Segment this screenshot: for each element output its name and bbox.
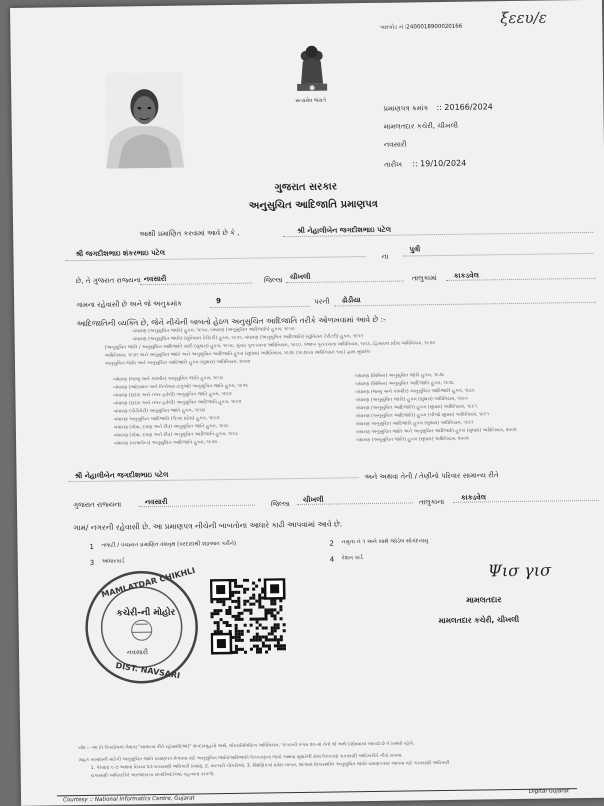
na-text: ના (381, 252, 389, 261)
village-text: ગામના રહેવાસી છે અને જે અનુક્રમાંક (76, 299, 183, 310)
seal-middle-text: કચેરી-ની મોહોર (116, 607, 176, 619)
district-value: નવસારી (143, 274, 167, 284)
order-line: બંધારણ અનુસુચિત જાતિ અને અનુસુચિત આદિજાતિ હુકમ (સુધારા) અધિનિયમ, ૨૦૦૨ (355, 427, 517, 436)
basis-item-text: તલાટી / પંચાયત પ્રમાણિત વંશવૃક્ષ (પરદાદાથી શરૂઆત કરીને) (101, 540, 237, 549)
order-line: (અનુસુચિત જાતિ / અનુસુચિત આદિજાતિ યાદી (સુધારા) હુકમ, ૧૯૫૬, મુંબઇ પુનઃરચના અધિનિયમ, ૧૯૬૦, પંજાબ પુનઃરચના અધિનિયમ, ૧૯૬૬, હિમાચલ પ્રદેશ અધિનિયમ, ૧૯૭૦ (104, 341, 436, 351)
state-text-2: ગુજરાત રાજ્યના (72, 500, 122, 510)
applicant-name: શ્રી નેહાલીબેન જગદીશભાઇ પટેલ (297, 225, 392, 236)
handwritten-reference: ξεευ/ε (500, 8, 547, 28)
jilla-label: જિલ્લા (263, 276, 283, 285)
family-text: અને અથવા તેની / તેણીનો પરિવાર સામાન્ય રીતે (364, 471, 499, 482)
tribe-text: આદિજાતિની વ્યક્તિ છે, જેને નીચેની બાબતો હેઠળ અનુસુચિત આદિજાતિ તરીકે ઓળખવામાં આવે છે :- (76, 314, 386, 329)
parni-text: પરની (314, 297, 330, 306)
emblem-motto: સત્યમેવ જયતે (295, 97, 326, 105)
order-line: બંધારણ (અનુસુચિત જાતિ) (યુનિયન ટેરીટરી) હુકમ, ૧૯૫૧, બંધારણ (અનુસુચિત આદિજાતિ) (યુનિયન ટેરીટરી) હુકમ, ૧૯૫૧ (132, 334, 363, 343)
order-line: બંધારણ (આંદામાન અને નિકોબાર ટાપુઓ) અનુસુચિત જાતિ હુકમ, ૧૯૫૯ (113, 383, 249, 391)
issuing-office: મામલતદાર કચેરી, ચીખલી (383, 121, 459, 131)
village-line: ગામ/ નગરની રહેવાસી છે. આ પ્રમાણપત્ર નીચેની બાબતોના આધારે કાઢી આપવામાં આવે છે. (73, 519, 343, 533)
basis-item-num: 4 (329, 555, 335, 564)
applicant-photo (105, 72, 184, 169)
order-line: બંધારણ (અનુસુચિત જાતિ) હુકમ (સુધારા) અધિનિયમ, ૧૯૯૦ (355, 396, 468, 404)
village-value: કાકડવેલ (453, 271, 479, 280)
order-line: બંધારણ (ગોવા, દમણ અને દીવ) અનુસુચિત જાતિ હુકમ, ૧૯૬૮ (113, 423, 229, 431)
basis-item-num: 2 (329, 539, 335, 548)
issue-date: :: 19/10/2024 (412, 158, 467, 169)
order-line: બંધારણ (અનુસુચિત જાતિ) હુકમ (સુધારા) અધિનિયમ, ૨૦૦૨ (356, 436, 469, 444)
order-line: બંધારણ (ગોવા, દમણ અને દીવ) અનુસુચિત આદિજાતિ હુકમ, ૧૯૬૮ (113, 431, 239, 439)
order-line: બંધારણ (અનુસુચિત આદિજાતિ) હુકમ (સુધારા) અધિનિયમ, ૧૯૯૧ (355, 404, 477, 412)
father-name: શ્રી જગદીશભાઇ શંકરભાઇ પટેલ (75, 248, 166, 259)
serial-number: 9 (216, 297, 222, 306)
tribe-name: ઢોડીયા (342, 296, 361, 305)
seal-top-text: MAMLATDAR CHIKHLI (100, 565, 197, 600)
seal-bottom-text: DIST. NAVSARI (114, 660, 181, 681)
certificate-page (10, 0, 604, 806)
order-line: બંધારણ (સિક્કિમ) અનુસુચિત જાતિ હુકમ, ૧૯૭૮ (355, 372, 445, 380)
signature: Ψισ γισ (487, 560, 552, 581)
state-text: છે, તે ગુજરાત રાજ્યના (75, 276, 141, 286)
certificate-title: અનુસુચિત આદિજાતિ પ્રમાણપત્ર (248, 198, 378, 212)
order-line: બંધારણ (અનુસુચિત આદિજાતિ) હુકમ (બીજો સુધારા) અધિનિયમ, ૧૯૯૧ (355, 412, 489, 420)
date-label: તારીખ (384, 160, 403, 169)
order-line: બંધારણ (દાદરા અને નગર હવેલી) અનુસુચિત આદિજાતિ હુકમ, ૧૯૬૨ (113, 399, 242, 407)
certify-text: આથી પ્રમાણિત કરવામાં આવે છે કે , (139, 228, 240, 239)
order-line: બંધારણ (જમ્મુ અને કાશ્મીર) અનુસુચિત જાતિ હુકમ, ૧૯૫૬ (113, 376, 224, 383)
village-value-2: કાકડવેલ (460, 493, 487, 502)
basis-item-text: નમુના નં ૧ અને સાથે જોડેલ સોગંદનામુ (341, 538, 429, 546)
order-line: અધિનિયમ, ૧૯૭૧ અને અનુસુચિત જાતિ અને અનુસુચિત આદિજાતિ હુકમ (સુધારા) અધિનિયમ, ૧૯૭૬ (૧૯૭૬ના અધિનિયમ ૧૦૮) દ્વારા સુધારેલ (104, 350, 371, 359)
relation: પુત્રી (409, 245, 421, 254)
order-line: બંધારણ (નાગાલેન્ડ) અનુસુચિત આદિજાતિ હુકમ, ૧૯૭૦ (114, 440, 218, 447)
signatory-office: મામલતદાર કચેરી, ચીખલી (438, 614, 520, 626)
order-line: અનુસુચિત જાતિ અને અનુસુચિત આદિજાતિ હુકમ (સુધારા) અધિનિયમ, ૨૦૦૨ (104, 359, 251, 367)
basis-item-text: આધારકાર્ડ (101, 558, 125, 565)
resident-name: શ્રી નેહાલીબેન જગદીશભાઇ પટેલ (74, 470, 169, 481)
government-title: ગુજરાત સરકાર (274, 181, 338, 194)
note-line: નોંધ :- આ તિ ઉપયોગમાં લેવાતા "સામાન્ય રીતે રહેવાસી(ઓ)" શબ્દસમૂહનો અર્થ, લોકપ્રતિનિધિત્વ અધિનિયમ, ૧૯૫૦ની કલમ ૨૦-માં તેનો જે અર્થ દર્શાવવામાં આવ્યો છે તે પ્રમાણે રહેશે. (78, 741, 415, 752)
footer-brand: Digital Gujarat (528, 788, 570, 795)
qr-code (210, 578, 287, 655)
order-line: બંધારણ (સિક્કિમ) અનુસુચિત આદિજાતિ હુકમ, ૧૯૭૮ (355, 380, 455, 388)
orders-right (355, 370, 596, 445)
issuing-district: નવસારી (383, 140, 407, 149)
notes-block (78, 738, 604, 781)
order-line: બંધારણ અનુસુચિત આદિજાતિ હુકમ (સુધારા) અધિનિયમ, ૧૯૯૧ (355, 420, 474, 428)
basis-item-num: 3 (89, 558, 95, 567)
note-line: ગ્રાહક સમાધાની માટેની અનુસુચિત જાતિ પ્રમાણપત્ર મેળવવા માટે અનુસુચિત જાતિ/આદિજાતિ ઉપકરણના ભાગો અથવા સુધારેલી સેવા ઉપકરણ ચકાસણી અધિકારીને નીચે રાખવા. (78, 753, 403, 764)
taluka-label-2: તાલુકાના (418, 497, 445, 507)
order-line: બંધારણ (અનુસુચિત જાતિ) હુકમ, ૧૯૫૦, બંધારણ (અનુસુચિત આદિજાતિ) હુકમ, ૧૯૫૦ (132, 327, 295, 335)
district-value-2: નવસારી (144, 497, 168, 507)
order-line: બંધારણ (દાદરા અને નગર હવેલી) અનુસુચિત જાતિ હુકમ, ૧૯૬૨ (113, 391, 232, 399)
note-line: 1. પેરેગ્રાફ ૬-૭ અથવા નિયમ ૨૭ ચકાસણી અધિકારી પ્રમાણ, 2. સરકારી નોકરીઓ, 3. શૈક્ષણિકમાં પ્રવેશ બાબત, શાળામાં વિકાસશીલ અનુસુચિત જાતિ પ્રમાણપત્રમાં આપવા માટે ચકાસણી અધિકારી (90, 760, 450, 771)
barcode-label: બારકોડ નં : (380, 24, 407, 31)
order-line: બંધારણ (પોંડીચેરી) અનુસુચિત જાતિ હુકમ, ૧૯૬૪ (113, 408, 205, 415)
taluka-value-2: ચીખલી (302, 495, 324, 504)
footer-courtesy: Courtesy :: National Informatics Centre, Gujarat (63, 795, 195, 804)
basis-item-text: રેશન કાર્ડ (341, 555, 363, 562)
basis-item-num: 1 (89, 542, 95, 551)
cert-number: :: 20166/2024 (436, 102, 493, 113)
taluka-value: ચીખલી (289, 272, 311, 282)
orders-left (113, 373, 344, 448)
barcode-number: 2400018900020166 (406, 23, 463, 31)
orders-block (76, 322, 597, 369)
seal-inner-text: નવસારી (126, 648, 149, 657)
note-line: ચકાસણી અધિકારીને અરજદારના સંબંધીઓ નિષ્ઠ મહત્વના કાગળો. (90, 772, 215, 779)
order-line: બંધારણ (જમ્મુ અને કાશ્મીર) અનુસુચિત આદિજાતિ હુકમ, ૧૯૮૯ (355, 388, 475, 396)
signatory-title: મામલતદાર (466, 595, 502, 605)
cert-number-label: પ્રમાણપત્ર ક્રમાંક (383, 104, 429, 113)
taluka-label: તાલુકામાં (411, 274, 437, 283)
jilla-label-2: જિલ્લા (270, 500, 290, 509)
order-line: બંધારણ અનુસુચિત આદિજાતિ (ઉત્તર પ્રદેશ) હુકમ, ૧૯૬૭ (113, 416, 220, 423)
